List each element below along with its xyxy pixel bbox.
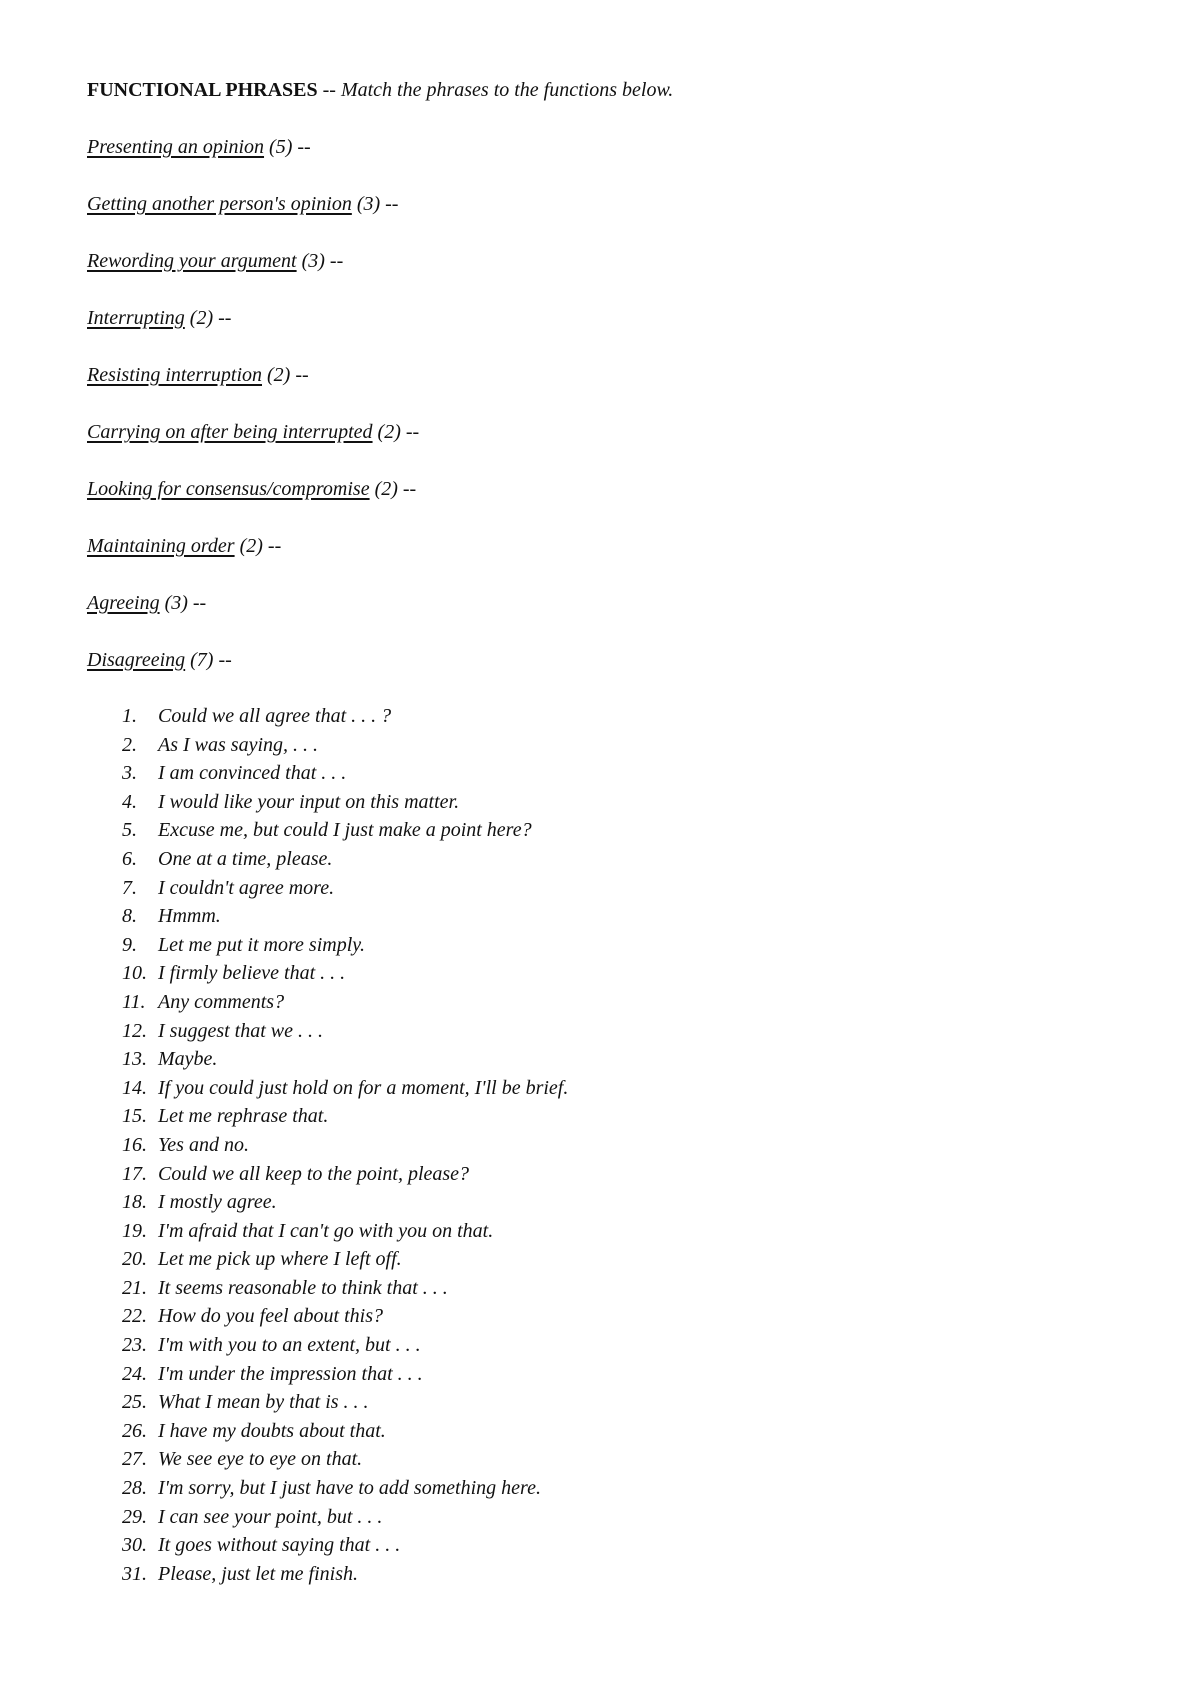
- function-item: [87, 248, 419, 305]
- function-name: Maintaining order: [87, 535, 235, 557]
- function-count: (3) --: [296, 250, 344, 272]
- phrase-item: [122, 1132, 568, 1161]
- functions-list: [87, 134, 419, 704]
- phrase-text: I couldn't agree more.: [158, 876, 335, 899]
- phrase-text: I suggest that we . . .: [158, 1019, 323, 1042]
- phrase-text: I have my doubts about that.: [158, 1419, 386, 1442]
- phrase-item: [122, 732, 568, 761]
- function-name: Rewording your argument: [87, 250, 297, 272]
- phrase-item: [122, 1504, 568, 1533]
- phrase-text: Hmmm.: [158, 905, 221, 928]
- phrase-number: 16.: [122, 1133, 147, 1156]
- phrase-item: [122, 1103, 568, 1132]
- phrase-number: 12.: [122, 1019, 147, 1042]
- phrase-number: 24.: [122, 1362, 147, 1385]
- phrase-number: 2.: [122, 733, 137, 756]
- function-item: [87, 590, 419, 647]
- phrase-number: 25.: [122, 1391, 147, 1414]
- instruction-text: Match the phrases to the functions below.: [340, 79, 674, 101]
- function-count: (2) --: [372, 421, 420, 443]
- phrase-number: 8.: [122, 905, 137, 928]
- phrase-text: I would like your input on this matter.: [158, 790, 460, 813]
- worksheet-title: [87, 77, 673, 103]
- phrase-number: 4.: [122, 790, 137, 813]
- phrase-text: Yes and no.: [158, 1133, 249, 1156]
- phrase-item: [122, 703, 568, 732]
- phrase-text: I am convinced that . . .: [158, 762, 347, 785]
- phrase-number: 13.: [122, 1048, 147, 1071]
- phrase-item: [122, 760, 568, 789]
- phrase-item: [122, 1332, 568, 1361]
- phrase-item: [122, 1246, 568, 1275]
- phrase-number: 1.: [122, 705, 137, 727]
- phrase-number: 3.: [122, 762, 137, 785]
- phrase-text: Any comments?: [158, 990, 285, 1013]
- phrase-item: [122, 1275, 568, 1304]
- function-name: Looking for consensus/compromise: [87, 478, 370, 500]
- phrase-text: As I was saying, . . .: [158, 733, 318, 756]
- phrase-item: [122, 1046, 568, 1075]
- phrase-item: [122, 1418, 568, 1447]
- phrase-item: [122, 1475, 568, 1504]
- phrase-number: 30.: [122, 1534, 147, 1557]
- function-count: (3) --: [159, 592, 207, 614]
- function-count: (3) --: [351, 193, 399, 215]
- function-item: [87, 533, 419, 590]
- phrase-number: 5.: [122, 819, 137, 842]
- title-text: FUNCTIONAL PHRASES: [87, 79, 318, 101]
- phrase-number: 31.: [122, 1562, 147, 1585]
- phrase-number: 7.: [122, 876, 137, 899]
- phrase-number: 26.: [122, 1419, 147, 1442]
- phrase-text: How do you feel about this?: [158, 1305, 383, 1328]
- phrase-item: [122, 875, 568, 904]
- phrase-number: 29.: [122, 1505, 147, 1528]
- function-item: [87, 362, 419, 419]
- phrase-text: Let me rephrase that.: [158, 1105, 329, 1128]
- phrase-text: It seems reasonable to think that . . .: [158, 1276, 448, 1299]
- phrase-item: [122, 817, 568, 846]
- phrase-text: We see eye to eye on that.: [158, 1448, 363, 1471]
- phrase-item: [122, 1218, 568, 1247]
- function-name: Interrupting: [87, 307, 185, 329]
- phrase-number: 11.: [122, 990, 146, 1013]
- function-item: [87, 476, 419, 533]
- function-item: [87, 305, 419, 362]
- title-dash: --: [317, 79, 341, 101]
- phrase-number: 18.: [122, 1191, 147, 1214]
- phrase-text: I can see your point, but . . .: [158, 1505, 383, 1528]
- phrase-item: [122, 1018, 568, 1047]
- phrases-list: [122, 703, 568, 1589]
- function-count: (2) --: [369, 478, 417, 500]
- phrase-text: It goes without saying that . . .: [158, 1534, 401, 1557]
- function-item: [87, 647, 419, 704]
- phrase-item: [122, 1446, 568, 1475]
- phrase-number: 22.: [122, 1305, 147, 1328]
- function-count: (2) --: [262, 364, 309, 386]
- phrase-item: [122, 989, 568, 1018]
- phrase-item: [122, 960, 568, 989]
- function-item: [87, 191, 419, 248]
- phrase-number: 27.: [122, 1448, 147, 1471]
- function-count: (7) --: [185, 649, 232, 671]
- phrase-text: If you could just hold on for a moment, I'll be brief.: [158, 1076, 569, 1099]
- phrase-item: [122, 1389, 568, 1418]
- phrase-text: Excuse me, but could I just make a point here?: [158, 819, 532, 842]
- phrase-number: 23.: [122, 1334, 147, 1357]
- phrase-number: 19.: [122, 1219, 147, 1242]
- phrase-item: [122, 1561, 568, 1590]
- phrase-item: [122, 846, 568, 875]
- function-name: Carrying on after being interrupted: [87, 421, 373, 443]
- function-name: Disagreeing: [87, 649, 186, 671]
- phrase-text: I mostly agree.: [158, 1191, 277, 1214]
- phrase-number: 21.: [122, 1276, 147, 1299]
- phrase-text: Please, just let me finish.: [158, 1562, 358, 1585]
- function-item: [87, 134, 419, 191]
- phrase-number: 9.: [122, 933, 137, 956]
- function-name: Resisting interruption: [87, 364, 262, 386]
- phrase-item: [122, 1532, 568, 1561]
- phrase-text: I'm with you to an extent, but . . .: [158, 1334, 421, 1357]
- phrase-number: 6.: [122, 847, 137, 870]
- function-count: (2) --: [184, 307, 232, 329]
- phrase-number: 10.: [122, 962, 147, 985]
- phrase-item: [122, 1075, 568, 1104]
- phrase-text: Could we all agree that . . . ?: [158, 705, 392, 727]
- function-count: (5) --: [264, 136, 311, 158]
- function-item: [87, 419, 419, 476]
- phrase-text: Maybe.: [158, 1048, 218, 1071]
- phrase-item: [122, 1161, 568, 1190]
- function-count: (2) --: [234, 535, 282, 557]
- function-name: Getting another person's opinion: [87, 193, 352, 215]
- phrase-number: 20.: [122, 1248, 147, 1271]
- phrase-item: [122, 789, 568, 818]
- phrase-item: [122, 1189, 568, 1218]
- phrase-text: Let me pick up where I left off.: [158, 1248, 402, 1271]
- phrase-number: 28.: [122, 1477, 147, 1500]
- function-name: Presenting an opinion: [87, 136, 265, 158]
- phrase-number: 15.: [122, 1105, 147, 1128]
- phrase-text: I'm sorry, but I just have to add something here.: [158, 1477, 541, 1500]
- phrase-item: [122, 1361, 568, 1390]
- phrase-text: Could we all keep to the point, please?: [158, 1162, 470, 1185]
- phrase-text: One at a time, please.: [158, 847, 333, 870]
- phrase-text: Let me put it more simply.: [158, 933, 366, 956]
- function-name: Agreeing: [87, 592, 160, 614]
- phrase-text: I'm afraid that I can't go with you on that.: [158, 1219, 494, 1242]
- phrase-item: [122, 1303, 568, 1332]
- phrase-text: I firmly believe that . . .: [158, 962, 346, 985]
- phrase-item: [122, 932, 568, 961]
- phrase-text: What I mean by that is . . .: [158, 1391, 369, 1414]
- phrase-number: 17.: [122, 1162, 147, 1185]
- phrase-text: I'm under the impression that . . .: [158, 1362, 423, 1385]
- phrase-number: 14.: [122, 1076, 147, 1099]
- phrase-item: [122, 903, 568, 932]
